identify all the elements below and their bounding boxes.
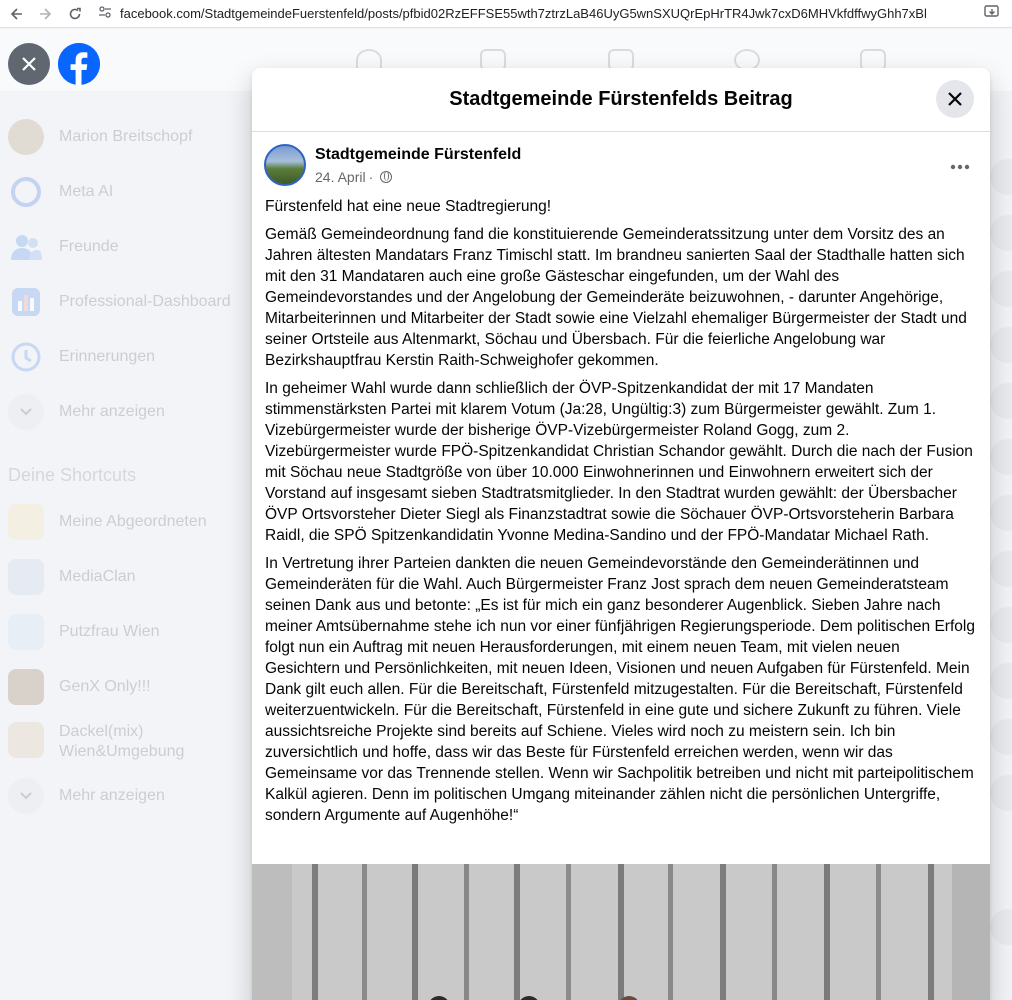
back-arrow-icon[interactable] <box>6 3 28 25</box>
post-author[interactable]: Stadtgemeinde Fürstenfeld <box>315 146 522 163</box>
post-paragraph: In geheimer Wahl wurde dann schließlich der ÖVP-Spitzenkandidat der mit 17 Mandaten stimmenstärksten Partei mit klarem Votum (Ja:28, Ungültig:3) zum Bürgermeister gewählt. Zum 1. Vizebürgermeister wurde der bisherige ÖVP-Vizebürgermeister Roland Gogg, zum 2. Vizebürgermeister wurde FPÖ-Spitzenkandidat Christian Schandor gewählt. Durch die nach der Fusion mit Söchau neue Stadtgröße von über 10.000 Einwohnerinnen und Einwohnern erweitert sich der Vorstand auf insgesamt sieben Stadtratsmitglieder. In den Stadtrat wurden gewählt: der Übersbacher ÖVP Ortsvorsteher Dieter Siegl als Finanzstadtrat sowie die Söchauer ÖVP-Ortsvorsteherin Barbara Raidl, die SPÖ Spitzenkandidatin Yvonne Medina-Sandino und der FPÖ-Mandatar Michael Rath. <box>265 380 973 544</box>
browser-toolbar <box>0 0 1012 28</box>
post-paragraph: Fürstenfeld hat eine neue Stadtregierung! <box>265 198 552 215</box>
meta-separator: · <box>368 169 374 185</box>
modal-header <box>252 68 990 132</box>
more-options-icon[interactable] <box>950 154 970 175</box>
modal-title: Stadtgemeinde Fürstenfelds Beitrag <box>449 88 793 110</box>
close-icon <box>947 91 963 107</box>
address-bar[interactable] <box>98 3 984 25</box>
url-text[interactable]: facebook.com/StadtgemeindeFuerstenfeld/posts/pfbid02RzEFFSE55wth7ztrzLaB46UyG5wnSXUQrEpHrTR4Jwk7cxD6MHVkfdffwyGhh7xBl <box>120 6 927 21</box>
post-photo[interactable] <box>252 864 990 1000</box>
modal-close-button[interactable] <box>936 80 974 118</box>
post-paragraph: In Vertretung ihrer Parteien dankten die neuen Gemeindevorstände den Gemeinderätinnen und Gemeinderäten für die Wahl. Auch Bürgermeister Franz Jost sprach dem neuen Gemeinderatsteam seinen Dank aus und betonte: „Es ist für mich ein ganz besonderer Augenblick. Sieben Jahre nach meiner Amtsübernahme stehe ich nun vor einer fünfjährigen Regierungsperiode. Dem politischen Erfolg folgt nun ein Auftrag mit neuen Herausforderungen, mit einem neuen Team, mit vielen neuen Gesichtern und Persönlichkeiten, mit neuen Ideen, Visionen und neuen Aufgaben für Fürstenfeld. Mein Dank gilt euch allen. Für die Bereitschaft, Fürstenfeld mitzugestalten. Für die Bereitschaft, Fürstenfeld weiterzuentwickeln. Für die Bereitschaft, Fürstenfeld in eine gute und sichere Zukunft zu führen. Viele aussichtsreiche Projekte sind bereits auf Schiene. Vieles wird noch zu meistern sein. Ich bin zuversichtlich und hoffe, dass wir das Beste für Fürstenfeld erreichen werden, wenn wir das Gemeinsame vor das Trennende stellen. Wenn wir Sachpolitik betreiben und nicht mit parteipolitischem Kalkül agieren. Denn im politischen Umgang miteinander zählen nicht die persönlichen Untergriffe, sondern Argumente auf Augenhöhe!“ <box>265 555 975 824</box>
facebook-logo-icon[interactable] <box>58 43 100 85</box>
post-header <box>252 132 990 196</box>
page-avatar[interactable] <box>264 144 306 186</box>
post-modal <box>252 68 990 1000</box>
site-settings-icon[interactable] <box>98 6 116 21</box>
globe-icon <box>380 171 392 183</box>
close-icon[interactable] <box>8 43 50 85</box>
post-body <box>252 196 990 826</box>
post-date[interactable]: 24. April <box>315 169 366 185</box>
reload-icon[interactable] <box>64 3 86 25</box>
post-paragraph: Gemäß Gemeindeordnung fand die konstituierende Gemeinderatssitzung unter dem Vorsitz des an Jahren ältesten Mandatars Franz Timischl statt. Im brandneu sanierten Saal der Stadthalle hatten sich mit den 31 Mandataren auch eine große Gästeschar eingefunden, um der Wahl des Gemeindevorstandes und der Angelobung der Gemeinderäte beizuwohnen, - darunter Angehörige, Mitarbeiterinnen und Mitarbeiter der Stadt sowie eine Vielzahl ehemaliger Bürgermeister der Stadt und seiner Ortsteile aus Altenmarkt, Söchau und Übersbach. Für die feierliche Angelobung war Bezirkshauptfrau Kerstin Raith-Schweighofer gekommen. <box>265 226 967 369</box>
post-meta <box>315 169 392 185</box>
forward-arrow-icon[interactable] <box>34 3 56 25</box>
install-app-icon[interactable] <box>984 5 1006 22</box>
